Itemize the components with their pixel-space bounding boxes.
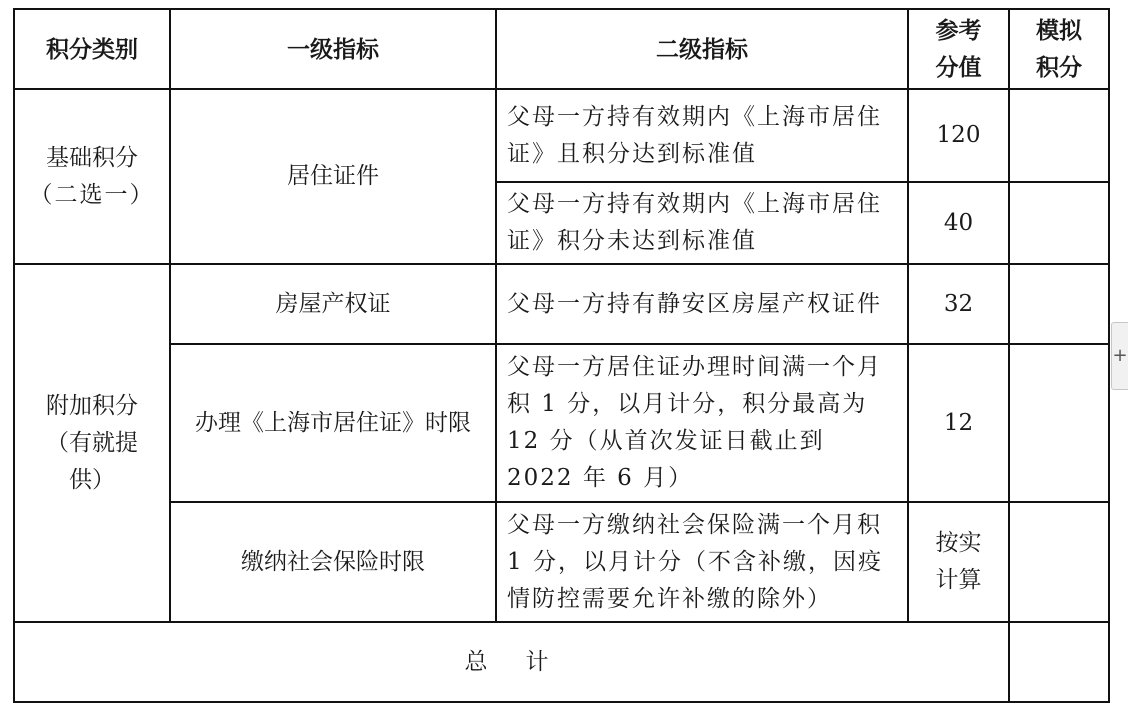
plus-icon: + (1112, 345, 1128, 366)
category-additional (14, 264, 170, 622)
reference-score-line1: 按实 (935, 530, 982, 556)
total-score-cell[interactable] (1009, 622, 1109, 702)
level1-cell: 缴纳社会保险时限 (170, 502, 496, 622)
total-label: 总计 (14, 622, 1009, 702)
reference-score-line2: 计算 (935, 567, 982, 593)
header-simulated-score-line1: 模拟 (1036, 17, 1082, 44)
table-row (14, 264, 1109, 344)
level1-cell: 居住证件 (170, 89, 496, 264)
header-level2: 二级指标 (496, 9, 908, 89)
header-reference-score-line2: 分值 (935, 54, 982, 81)
category-additional-line3: 供） (69, 466, 115, 493)
category-basic-label: 基础积分 (46, 144, 138, 171)
header-category: 积分类别 (14, 9, 170, 89)
points-table (13, 8, 1110, 703)
simulated-score-cell[interactable] (1009, 344, 1109, 502)
header-simulated-score (1009, 9, 1109, 89)
table-row (14, 344, 1109, 502)
simulated-score-cell[interactable] (1009, 89, 1109, 182)
simulated-score-cell[interactable] (1009, 264, 1109, 344)
level2-cell: 父母一方持有静安区房屋产权证件 (496, 264, 908, 344)
header-reference-score-line1: 参考 (935, 17, 982, 44)
header-level1: 一级指标 (170, 9, 496, 89)
category-basic-note: （二选一） (29, 181, 155, 208)
total-row (14, 622, 1109, 702)
reference-score-cell: 120 (908, 89, 1009, 182)
level2-cell: 父母一方持有效期内《上海市居住证》积分未达到标准值 (496, 182, 908, 264)
table-row (14, 89, 1109, 182)
reference-score-cell: 40 (908, 182, 1009, 264)
level2-cell: 父母一方缴纳社会保险满一个月积 1 分，以月计分（不含补缴，因疫情防控需要允许补缴的除外） (496, 502, 908, 622)
reference-score-cell (908, 502, 1009, 622)
level1-cell: 房屋产权证 (170, 264, 496, 344)
header-simulated-score-line2: 积分 (1036, 54, 1082, 81)
category-basic (14, 89, 170, 264)
level2-cell: 父母一方持有效期内《上海市居住证》且积分达到标准值 (496, 89, 908, 182)
reference-score-cell: 32 (908, 264, 1009, 344)
category-additional-line2: （有就提 (46, 429, 138, 456)
category-additional-line1: 附加积分 (46, 392, 138, 419)
simulated-score-cell[interactable] (1009, 182, 1109, 264)
header-reference-score (908, 9, 1009, 89)
level1-cell: 办理《上海市居住证》时限 (170, 344, 496, 502)
level2-cell: 父母一方居住证办理时间满一个月积 1 分，以月计分，积分最高为 12 分（从首次发证日截止到 2022 年 6 月） (496, 344, 908, 502)
table-row (14, 502, 1109, 622)
expand-handle[interactable] (1111, 322, 1128, 390)
simulated-score-cell[interactable] (1009, 502, 1109, 622)
header-row (14, 9, 1109, 89)
reference-score-cell: 12 (908, 344, 1009, 502)
